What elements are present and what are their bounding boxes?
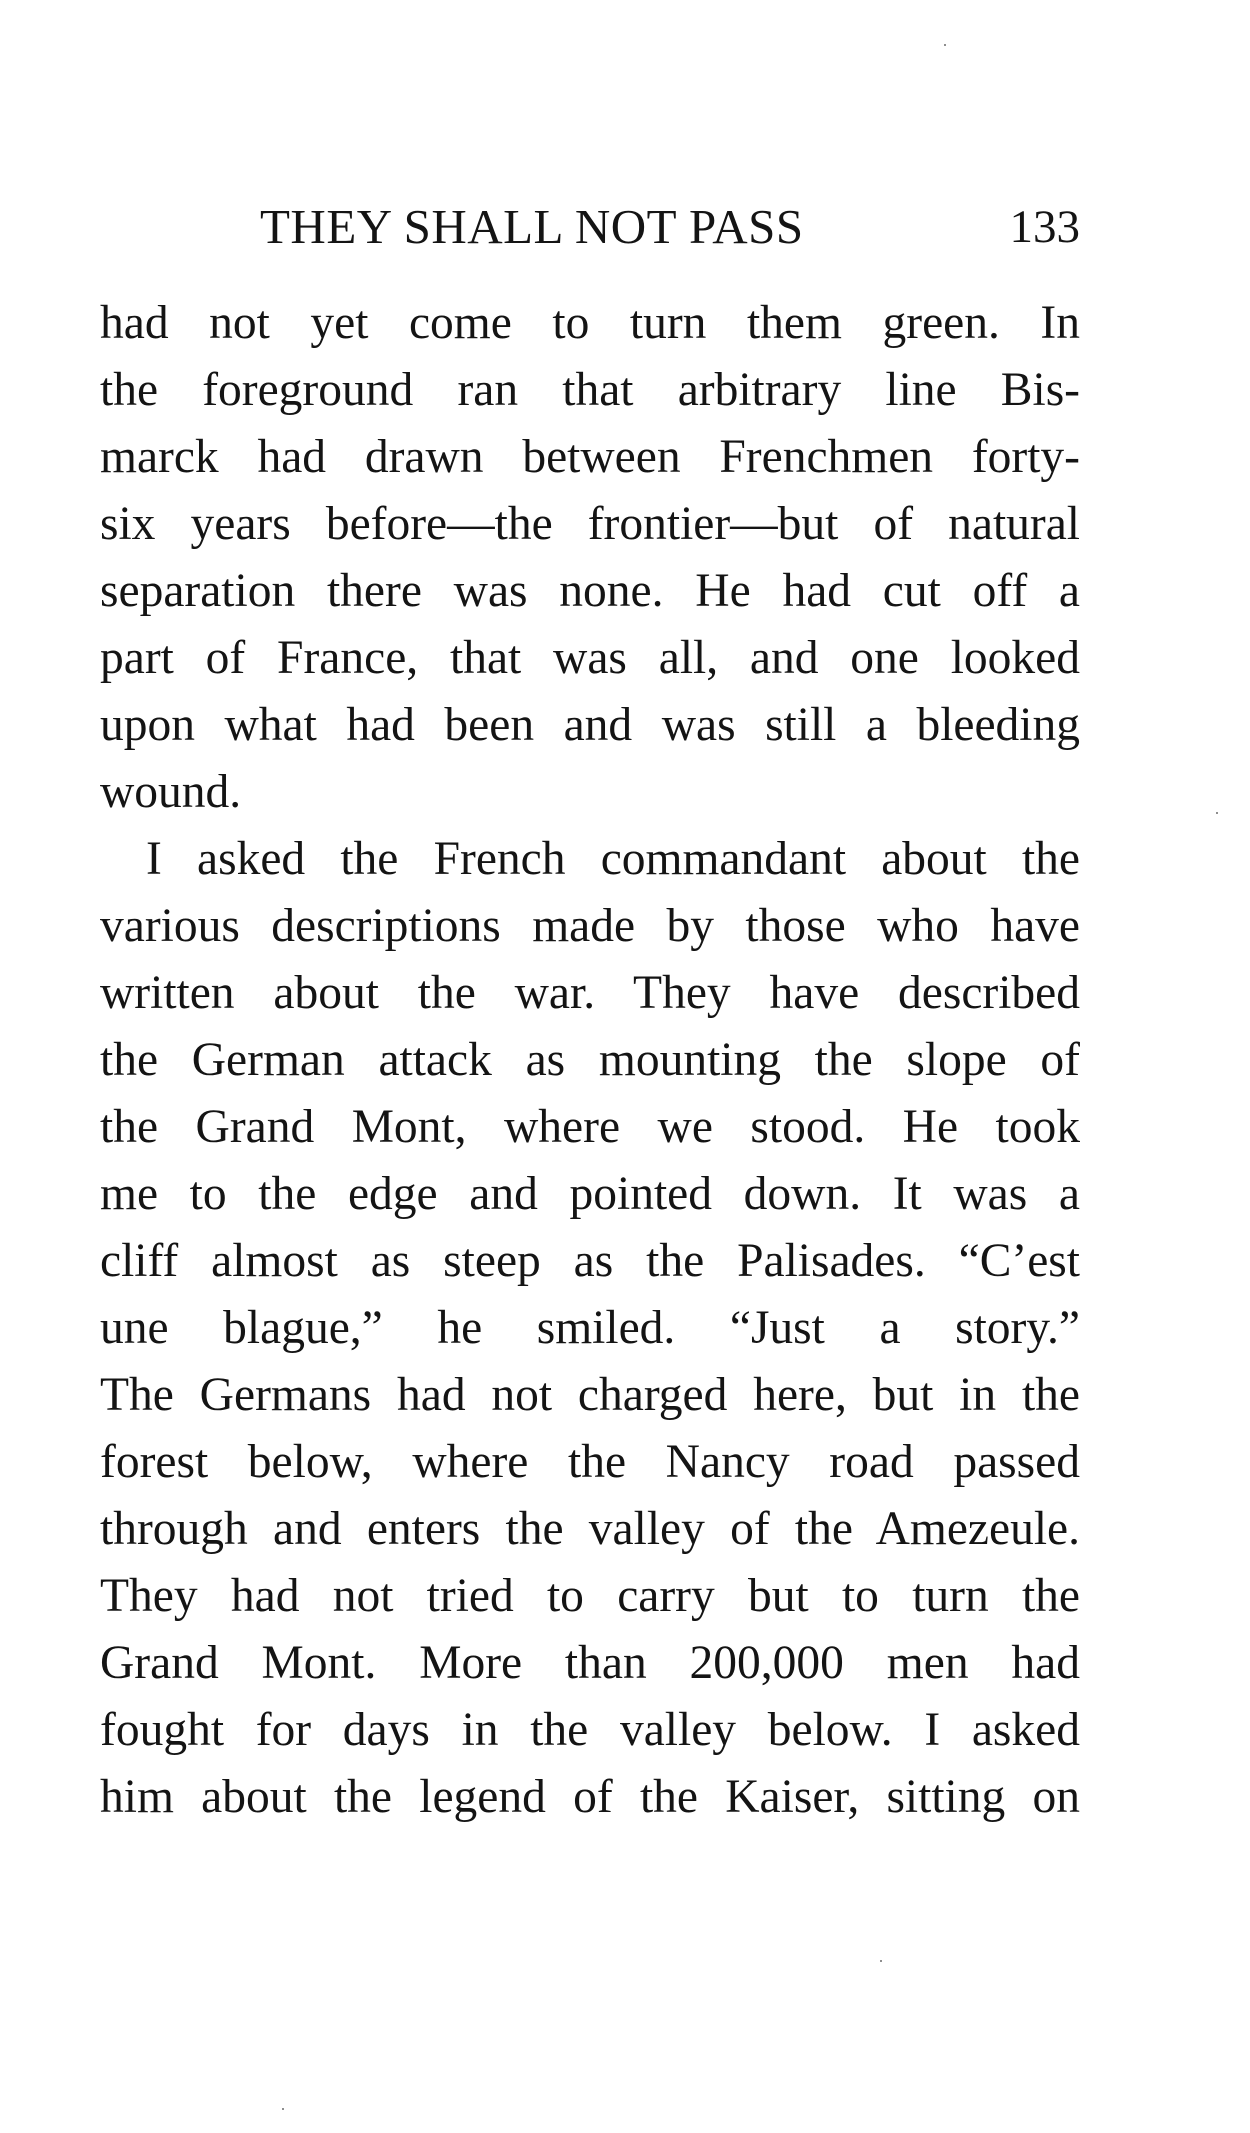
text-line: separation there was none. He had cut off a <box>100 565 1080 617</box>
text-line: the foreground ran that arbitrary line Bis- <box>100 364 1080 416</box>
text-line: une blague,” he smiled. “Just a story.” <box>100 1302 1080 1354</box>
paragraph-1 <box>100 290 1080 826</box>
text-line: fought for days in the valley below. I asked <box>100 1704 1080 1756</box>
text-line: marck had drawn between Frenchmen forty- <box>100 431 1080 483</box>
text-line: the German attack as mounting the slope of <box>100 1034 1080 1086</box>
text-line: written about the war. They have described <box>100 967 1080 1019</box>
page-number: 133 <box>1009 201 1080 253</box>
text-line: Grand Mont. More than 200,000 men had <box>100 1637 1080 1689</box>
running-head <box>100 195 1080 259</box>
paper-speck <box>1216 812 1218 814</box>
body-text <box>100 290 1080 1831</box>
text-line: me to the edge and pointed down. It was a <box>100 1168 1080 1220</box>
text-line: through and enters the valley of the Amezeule. <box>100 1503 1080 1555</box>
text-line: the Grand Mont, where we stood. He took <box>100 1101 1080 1153</box>
paper-speck <box>880 1960 882 1962</box>
text-line: part of France, that was all, and one looked <box>100 632 1080 684</box>
text-line: I asked the French commandant about the <box>146 833 1080 885</box>
paper-speck <box>282 2108 284 2110</box>
paragraph-2 <box>100 826 1080 1831</box>
text-line: six years before—the frontier—but of natural <box>100 498 1080 550</box>
text-line: various descriptions made by those who have <box>100 900 1080 952</box>
text-line: wound. <box>100 766 242 818</box>
text-line: forest below, where the Nancy road passed <box>100 1436 1080 1488</box>
text-line: upon what had been and was still a bleeding <box>100 699 1080 751</box>
text-line: They had not tried to carry but to turn the <box>100 1570 1080 1622</box>
text-line: had not yet come to turn them green. In <box>100 297 1080 349</box>
text-line: cliff almost as steep as the Palisades. “C’est <box>100 1235 1080 1287</box>
running-head-title: THEY SHALL NOT PASS <box>260 199 804 254</box>
paper-speck <box>944 44 946 46</box>
text-line: him about the legend of the Kaiser, sitting on <box>100 1771 1080 1823</box>
text-line: The Germans had not charged here, but in the <box>100 1369 1080 1421</box>
